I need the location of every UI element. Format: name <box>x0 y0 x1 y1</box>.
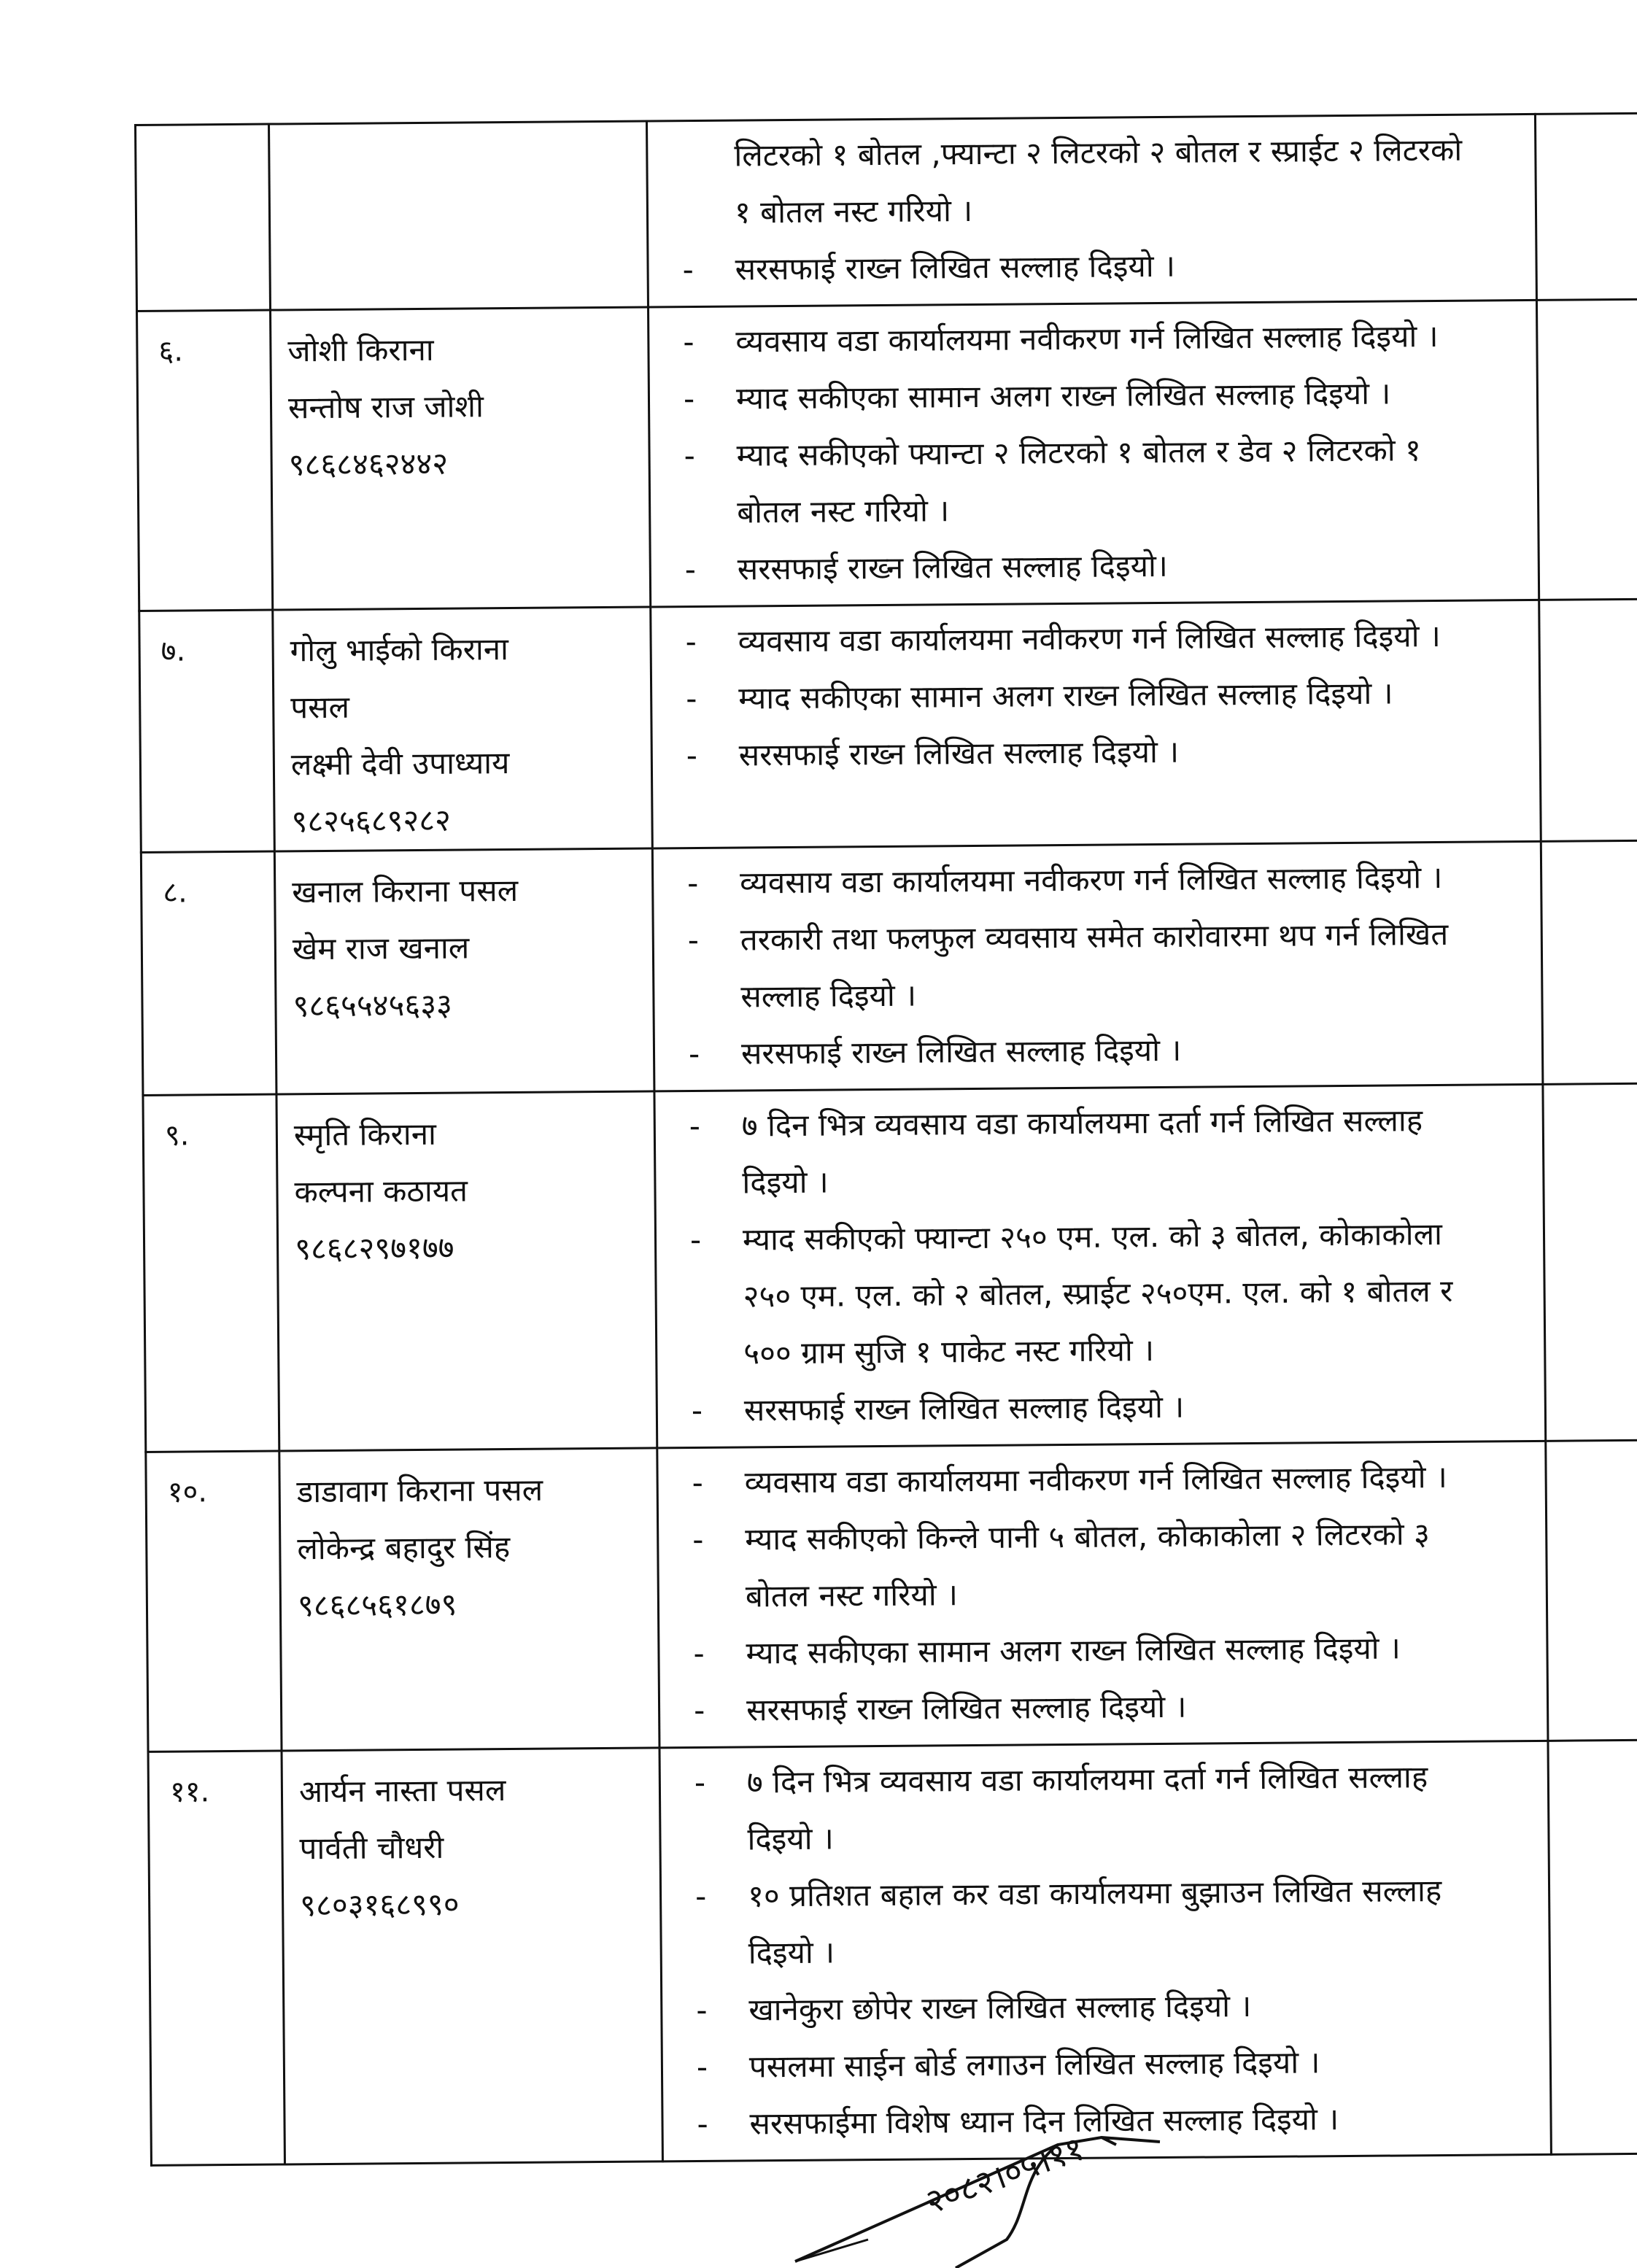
action-item <box>662 1919 1541 1982</box>
action-item <box>656 1148 1536 1212</box>
actions-cell <box>652 841 1543 1091</box>
table-row <box>137 299 1637 611</box>
action-list <box>655 1085 1544 1447</box>
dash-bullet-icon: - <box>696 1992 708 2029</box>
dash-bullet-icon: - <box>684 551 697 588</box>
action-item <box>662 1862 1541 1925</box>
action-list <box>648 115 1536 306</box>
actions-cell <box>657 1441 1548 1748</box>
dash-bullet-icon: - <box>692 1521 704 1558</box>
dash-bullet-icon: - <box>693 1692 705 1729</box>
shop-details <box>276 849 653 1034</box>
action-list <box>654 843 1542 1091</box>
serial-cell <box>139 610 275 852</box>
action-text: म्याद सकीएको फ्यान्टा २ लिटरको १ बोतल र डेव २ लिटरको १ <box>736 432 1422 473</box>
serial-number: ११. <box>169 1775 210 1809</box>
action-text: व्यवसाय वडा कार्यालयमा नवीकरण गर्न लिखित सल्लाह दिइयो । <box>744 1458 1447 1501</box>
action-item <box>660 1676 1540 1739</box>
action-item <box>657 1262 1536 1325</box>
action-item <box>663 2032 1543 2096</box>
shop-cell <box>269 121 649 310</box>
actions-cell <box>646 114 1536 307</box>
action-list <box>661 1742 1550 2161</box>
serial-cell <box>136 124 271 311</box>
dash-bullet-icon: - <box>686 737 698 774</box>
action-text: म्याद सकीएको किन्ले पानी ५ बोतल, कोकाकोला २ लिटरको ३ <box>745 1516 1431 1557</box>
shop-cell <box>273 607 653 851</box>
dash-bullet-icon: - <box>692 1464 704 1501</box>
serial-cell <box>141 851 276 1095</box>
shop-cell <box>279 1448 659 1751</box>
action-text: दिइयो । <box>748 1934 835 1971</box>
action-text: सरसफाई राख्न लिखित सल्लाह दिइयो । <box>735 247 1176 287</box>
shop-line: लोकेन्द्र बहादुर सिंह <box>297 1529 511 1567</box>
action-item <box>654 905 1534 969</box>
action-item <box>657 1205 1536 1269</box>
action-text: सरसफाई राख्न लिखित सल्लाह दिइयो। <box>737 547 1168 587</box>
action-text: म्याद सकीएका सामान अलग राख्न लिखित सल्लाह दिइयो । <box>735 375 1391 417</box>
action-item <box>657 1319 1537 1382</box>
dash-bullet-icon: - <box>687 864 699 902</box>
shop-line: जोशी किराना <box>287 331 434 369</box>
dash-bullet-icon: - <box>683 323 694 360</box>
inspection-table <box>134 112 1637 2167</box>
action-item <box>651 607 1531 670</box>
action-text: सरसफाई राख्न लिखित सल्लाह दिइयो । <box>738 733 1180 773</box>
dash-bullet-icon: - <box>686 680 697 717</box>
dash-bullet-icon: - <box>689 1107 701 1145</box>
remarks-cell <box>1536 299 1637 600</box>
remarks-cell <box>1535 113 1637 300</box>
shop-details <box>271 308 649 493</box>
action-item <box>661 1748 1541 1811</box>
shop-phone: ९८०३१६८९९० <box>299 1886 460 1924</box>
dash-bullet-icon: - <box>683 380 695 417</box>
action-item <box>658 1448 1538 1512</box>
shop-line: कल्पना कठायत <box>294 1172 468 1210</box>
action-text: बोतल नस्ट गरियो । <box>737 492 950 530</box>
table-row <box>139 599 1637 852</box>
action-text: ७ दिन भित्र व्यवसाय वडा कार्यालयमा दर्ता गर्न लिखित सल्लाह <box>741 1102 1423 1144</box>
dash-bullet-icon: - <box>687 921 700 959</box>
shop-line: खनाल किराना पसल <box>292 872 519 910</box>
action-text: व्यवसाय वडा कार्यालयमा नवीकरण गर्न लिखित सल्लाह दिइयो । <box>735 317 1439 360</box>
dash-bullet-icon: - <box>694 1764 706 1801</box>
dash-bullet-icon: - <box>697 2105 708 2143</box>
remarks-cell <box>1548 1740 1637 2154</box>
action-text: ७ दिन भित्र व्यवसाय वडा कार्यालयमा दर्ता गर्न लिखित सल्लाह <box>746 1759 1428 1800</box>
action-text: तरकारी तथा फलफुल व्यवसाय समेत कारोवारमा थप गर्न लिखित <box>740 916 1449 958</box>
actions-cell <box>659 1741 1551 2161</box>
shop-cell <box>276 1091 657 1451</box>
shop-line: डाडावाग किराना पसल <box>296 1471 543 1510</box>
action-text: सरसफाई राख्न लिखित सल्लाह दिइयो । <box>740 1032 1182 1072</box>
shop-phone: ९८६८२९७१७७ <box>294 1229 454 1267</box>
serial-number: ९. <box>164 1118 190 1153</box>
shop-details <box>280 1449 657 1634</box>
serial-cell <box>143 1094 279 1452</box>
actions-cell <box>648 300 1539 607</box>
action-text: व्यवसाय वडा कार्यालयमा नवीकरण गर्न लिखित सल्लाह दिइयो । <box>738 617 1441 659</box>
action-item <box>650 364 1530 427</box>
action-item <box>658 1376 1538 1439</box>
shop-phone: ९८६८५६१८७९ <box>297 1586 457 1624</box>
action-text: बोतल नस्ट गरियो । <box>745 1576 959 1614</box>
action-text: पसलमा साईन बोर्ड लगाउन लिखित सल्लाह दिइयो । <box>748 2044 1320 2085</box>
action-item <box>651 535 1531 598</box>
table-row <box>141 840 1637 1095</box>
shop-line: लक्ष्मी देवी उपाध्याय <box>290 744 510 783</box>
shop-details <box>270 122 646 136</box>
action-item <box>662 1975 1542 2039</box>
serial-number: ६. <box>158 334 184 368</box>
dash-bullet-icon: - <box>684 437 695 474</box>
dash-bullet-icon: - <box>696 2048 708 2086</box>
action-text: लिटरको १ बोतल ,फ्यान्टा २ लिटरको २ बोतल र स्प्राईट २ लिटरको <box>734 131 1463 174</box>
shop-phone: ९८२५६८९२८२ <box>291 802 452 840</box>
action-item <box>661 1805 1541 1868</box>
action-item <box>648 121 1528 185</box>
action-item <box>653 721 1533 784</box>
shop-line: सन्तोष राज जोशी <box>287 388 484 426</box>
shop-cell <box>274 848 654 1094</box>
action-text: म्याद सकीएका सामान अलग राख्न लिखित सल्लाह दिइयो । <box>738 675 1393 716</box>
table-body <box>136 113 1637 2165</box>
action-text: म्याद सकीएका सामान अलग राख्न लिखित सल्लाह दिइयो । <box>746 1630 1401 1671</box>
table-row <box>136 113 1637 311</box>
action-list <box>658 1442 1547 1747</box>
shop-phone: ९८६८४६२४४२ <box>288 445 449 483</box>
shop-line: पार्वती चौधरी <box>299 1829 444 1867</box>
shop-details <box>277 1092 654 1277</box>
serial-number: १०. <box>167 1475 208 1509</box>
table-row <box>148 1740 1637 2165</box>
dash-bullet-icon: - <box>691 1392 703 1429</box>
action-item <box>649 235 1528 298</box>
remarks-cell <box>1541 840 1637 1084</box>
table-row <box>143 1083 1637 1452</box>
dash-bullet-icon: - <box>688 1035 700 1072</box>
shop-details <box>274 608 651 850</box>
action-item <box>659 1562 1539 1625</box>
remarks-cell <box>1543 1083 1637 1441</box>
serial-cell <box>146 1451 282 1752</box>
action-text: सरसफाई राख्न लिखित सल्लाह दिइयो । <box>743 1388 1185 1428</box>
shop-line: आर्यन नास्ता पसल <box>298 1772 506 1810</box>
shop-line: गोलु भाईको किराना <box>290 630 509 669</box>
dash-bullet-icon: - <box>682 251 694 288</box>
shop-cell <box>282 1748 662 2164</box>
action-text: १० प्रतिशत बहाल कर वडा कार्यालयमा बुझाउन लिखित सल्लाह <box>747 1872 1442 1914</box>
serial-number: ७. <box>160 634 186 668</box>
action-text: सरसफाईमा विशेष ध्यान दिन लिखित सल्लाह दिइयो । <box>749 2101 1339 2142</box>
actions-cell <box>654 1084 1546 1448</box>
action-item <box>651 478 1530 541</box>
serial-cell <box>137 310 273 611</box>
shop-line: स्मृति किराना <box>293 1115 437 1153</box>
action-item <box>652 664 1532 727</box>
serial-cell <box>148 1751 285 2165</box>
action-text: सरसफाई राख्न लिखित सल्लाह दिइयो । <box>746 1688 1187 1728</box>
dash-bullet-icon: - <box>694 1878 707 1915</box>
action-text: २५० एम. एल. को २ बोतल, स्प्राईट २५०एम. एल. को १ बोतल र <box>743 1272 1453 1315</box>
action-item <box>659 1505 1539 1568</box>
action-list <box>649 301 1538 606</box>
action-item <box>649 178 1528 241</box>
action-list <box>651 601 1539 792</box>
shop-line: पसल <box>290 689 350 726</box>
action-item <box>656 1091 1536 1155</box>
table-row <box>146 1440 1637 1752</box>
dash-bullet-icon: - <box>689 1221 702 1258</box>
action-item <box>654 962 1534 1026</box>
shop-details <box>283 1749 660 1934</box>
action-item <box>659 1619 1539 1682</box>
action-item <box>650 421 1530 484</box>
shop-cell <box>271 307 651 610</box>
dash-bullet-icon: - <box>693 1635 705 1672</box>
serial-number <box>136 125 268 144</box>
action-text: दिइयो । <box>742 1164 829 1201</box>
action-item <box>655 1019 1535 1083</box>
actions-cell <box>651 600 1541 848</box>
action-text: खानेकुरा छोपेर राख्न लिखित सल्लाह दिइयो । <box>748 1988 1252 2028</box>
signature-date: २०८२।०५।११ <box>920 2128 1089 2222</box>
dash-bullet-icon: - <box>685 623 697 660</box>
action-text: म्याद सकीएको फ्यान्टा २५० एम. एल. को ३ बोतल, कोकाकोला <box>742 1215 1443 1258</box>
action-text: दिइयो । <box>747 1820 834 1857</box>
action-text: व्यवसाय वडा कार्यालयमा नवीकरण गर्न लिखित सल्लाह दिइयो । <box>740 859 1443 901</box>
action-text: सल्लाह दिइयो । <box>740 977 917 1015</box>
shop-phone: ९८६५५४५६३३ <box>293 986 453 1024</box>
action-text: १ बोतल नस्ट गरियो । <box>734 192 973 231</box>
remarks-cell <box>1546 1440 1637 1741</box>
action-text: ५०० ग्राम सुजि १ पाकेट नस्ट गरियो । <box>743 1332 1155 1371</box>
shop-line: खेम राज खनाल <box>292 929 470 967</box>
action-item <box>649 307 1529 371</box>
action-item <box>654 848 1533 912</box>
remarks-cell <box>1539 599 1637 841</box>
serial-number: ८. <box>163 875 187 910</box>
